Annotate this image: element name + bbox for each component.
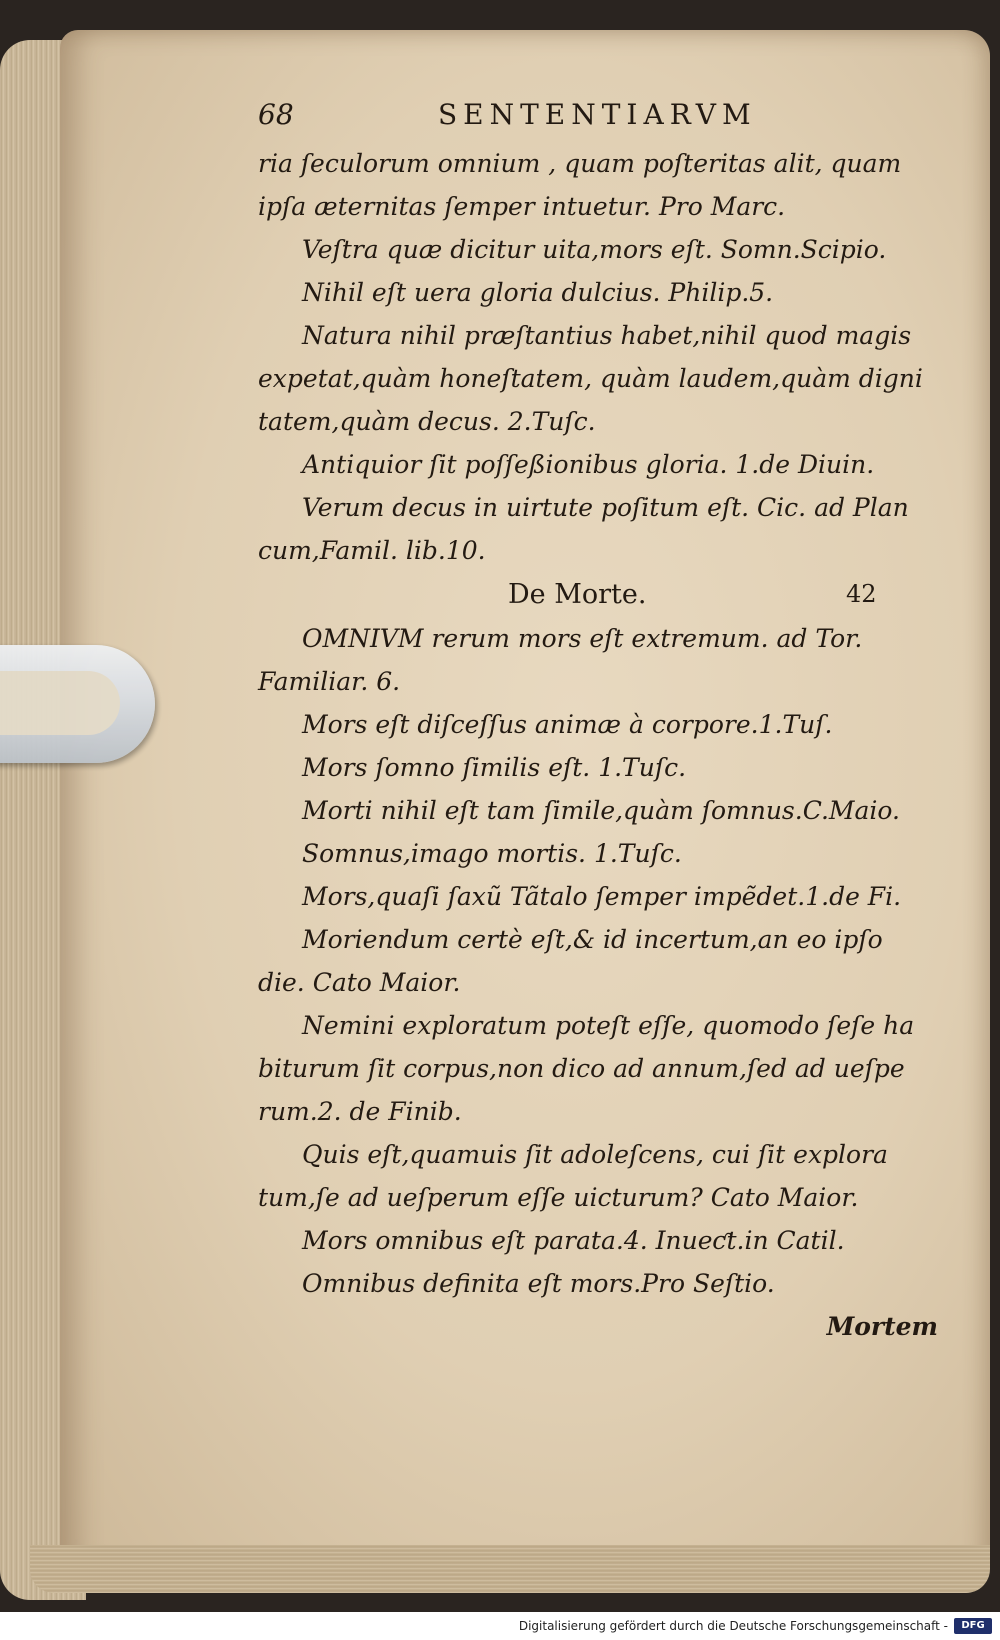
text-line: Verum decus in uirtute poſitum eſt. Cic. ad Plan xyxy=(302,493,909,522)
text-line: Familiar. 6. xyxy=(258,667,401,696)
dfg-logo-icon: DFG xyxy=(954,1618,992,1634)
section-heading xyxy=(258,572,958,617)
text-line: Nihil eſt uera gloria dulcius. Philip.5. xyxy=(302,278,774,307)
text-line: Somnus,imago mortis. 1.Tuſc. xyxy=(302,839,682,868)
text-line: Mors,quaſi ſaxũ Tãtalo ſemper impẽdet.1.de Fi. xyxy=(302,882,902,911)
text-line: Nemini exploratum poteſt eſſe, quomodo ſeſe ha xyxy=(302,1011,915,1040)
footer-credit: Digitalisierung gefördert durch die Deutsche Forschungsgemeinschaft - xyxy=(518,1619,948,1633)
text-line: expetat,quàm honeſtatem, quàm laudem,quàm digni xyxy=(258,364,923,393)
page-clip-opening xyxy=(0,671,120,735)
text-line: Omnibus definita eſt mors.Pro Seſtio. xyxy=(302,1269,775,1298)
text-line: tatem,quàm decus. 2.Tuſc. xyxy=(258,407,596,436)
footer xyxy=(0,1612,1000,1640)
page-number: 68 xyxy=(258,98,294,131)
text-line: cum,Famil. lib.10. xyxy=(258,536,486,565)
running-title: SENTENTIARVM xyxy=(438,98,757,131)
text-line: ria ſeculorum omnium , quam poſteritas alit, quam xyxy=(258,149,902,178)
text-line: Quis eſt,quamuis ſit adoleſcens, cui ſit explora xyxy=(302,1140,888,1169)
page-stack-bottom xyxy=(30,1545,990,1593)
catchword: Mortem xyxy=(826,1312,938,1341)
text-line: Natura nihil præſtantius habet,nihil quod magis xyxy=(302,321,912,350)
text-line: die. Cato Maior. xyxy=(258,968,461,997)
text-line: Antiquior ſit poſſeßionibus gloria. 1.de Diuin. xyxy=(302,450,875,479)
text-line: Morti nihil eſt tam ſimile,quàm ſomnus.C.Maio. xyxy=(302,796,900,825)
text-line: Mors omnibus eſt parata.4. Inueƈt.in Catil. xyxy=(302,1226,845,1255)
text-line: tum,ſe ad ueſperum eſſe uicturum? Cato Maior. xyxy=(258,1183,859,1212)
text-line: rum.2. de Finib. xyxy=(258,1097,462,1126)
text-line: biturum ſit corpus,non dico ad annum,ſed ad ueſpe xyxy=(258,1054,905,1083)
text-line: Veſtra quæ dicitur uita,mors eſt. Somn.Scipio. xyxy=(302,235,887,264)
page-header xyxy=(258,90,958,142)
section-title: De Morte. xyxy=(508,579,647,610)
section-number: 42 xyxy=(846,580,877,608)
text-line: OMNIVM rerum mors eſt extremum. ad Tor. xyxy=(302,624,863,653)
text-line: Mors eſt diſceſſus animæ à corpore.1.Tuſ. xyxy=(302,710,833,739)
text-line: Moriendum certè eſt,& id incertum,an eo ipſo xyxy=(302,925,883,954)
page-clip xyxy=(0,645,155,763)
page-text xyxy=(258,90,958,1348)
text-line: ipſa æternitas ſemper intuetur. Pro Marc. xyxy=(258,192,786,221)
text-line: Mors ſomno ſimilis eſt. 1.Tuſc. xyxy=(302,753,687,782)
